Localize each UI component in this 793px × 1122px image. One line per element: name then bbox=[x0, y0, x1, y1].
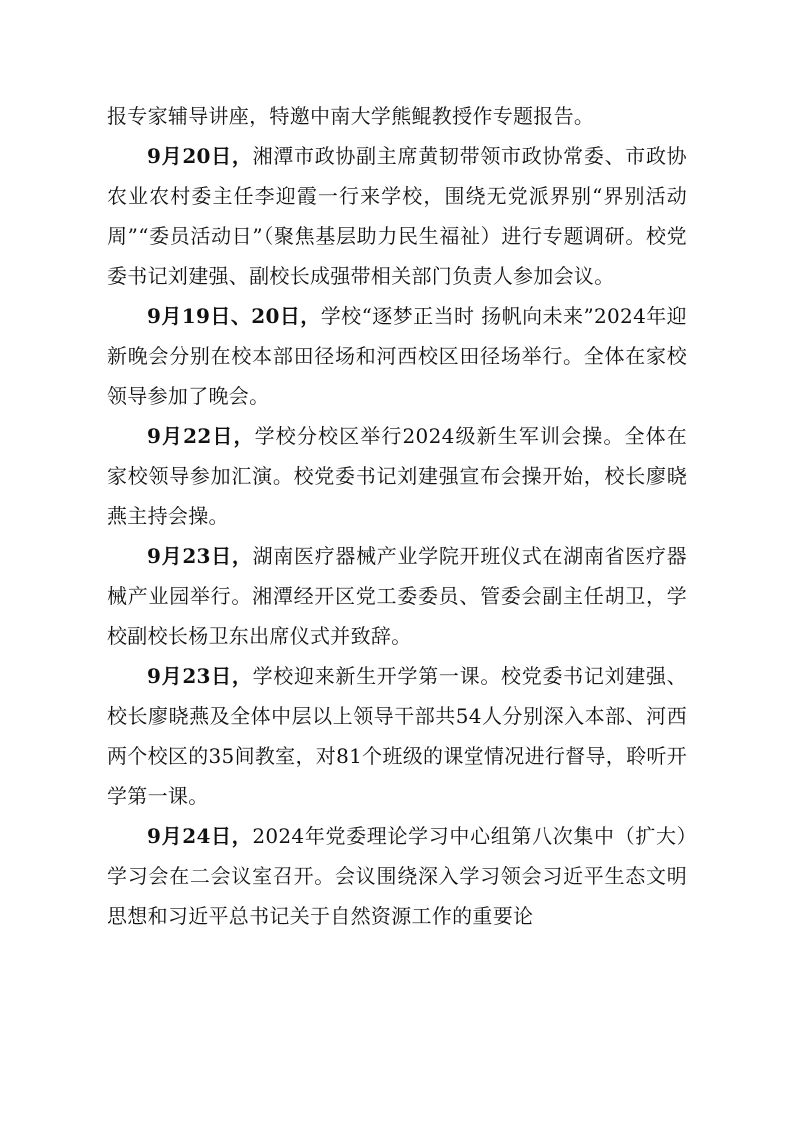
paragraph-sep-24 bbox=[107, 816, 687, 936]
paragraph-sep-23-b bbox=[107, 656, 687, 816]
paragraph-date: 9月22日， bbox=[147, 424, 255, 448]
paragraph-sep-23-a bbox=[107, 536, 687, 656]
paragraph-text: 湘潭市政协副主席黄韧带领市政协常委、市政协农业农村委主任李迎霞一行来学校，围绕无党派界别“界别活动周”“委员活动日”（聚焦基层助力民生福祉）进行专题调研。校党委书记刘建强、副校长成强带相关部门负责人参加会议。 bbox=[107, 144, 687, 288]
paragraph-text: 学校迎来新生开学第一课。校党委书记刘建强、校长廖晓燕及全体中层以上领导干部共54人分别深入本部、河西两个校区的35间教室，对81个班级的课堂情况进行督导，聆听开学第一课。 bbox=[107, 664, 687, 808]
paragraph-sep-19-20 bbox=[107, 296, 687, 416]
paragraph-date: 9月23日， bbox=[147, 544, 253, 568]
paragraph-text: 学校分校区举行2024级新生军训会操。全体在家校领导参加汇演。校党委书记刘建强宣布会操开始，校长廖晓燕主持会操。 bbox=[107, 424, 687, 528]
paragraph-date: 9月19日、20日， bbox=[147, 304, 321, 328]
paragraph-text: 报专家辅导讲座，特邀中南大学熊鲲教授作专题报告。 bbox=[107, 104, 595, 128]
paragraph-sep-20 bbox=[107, 136, 687, 296]
paragraph-text: 湖南医疗器械产业学院开班仪式在湖南省医疗器械产业园举行。湘潭经开区党工委委员、管委会副主任胡卫，学校副校长杨卫东出席仪式并致辞。 bbox=[107, 544, 687, 648]
paragraph-date: 9月24日， bbox=[147, 824, 253, 848]
paragraph-sep-22 bbox=[107, 416, 687, 536]
paragraph-text: 学校“逐梦正当时 扬帆向未来”2024年迎新晚会分别在校本部田径场和河西校区田径场举行。全体在家校领导参加了晚会。 bbox=[107, 304, 687, 408]
paragraph-text: 2024年党委理论学习中心组第八次集中（扩大）学习会在二会议室召开。会议围绕深入学习领会习近平生态文明思想和习近平总书记关于自然资源工作的重要论 bbox=[107, 824, 687, 928]
document-body bbox=[107, 96, 687, 936]
paragraph-date: 9月23日， bbox=[147, 664, 253, 688]
paragraph-continuation bbox=[107, 96, 687, 136]
paragraph-date: 9月20日， bbox=[147, 144, 253, 168]
